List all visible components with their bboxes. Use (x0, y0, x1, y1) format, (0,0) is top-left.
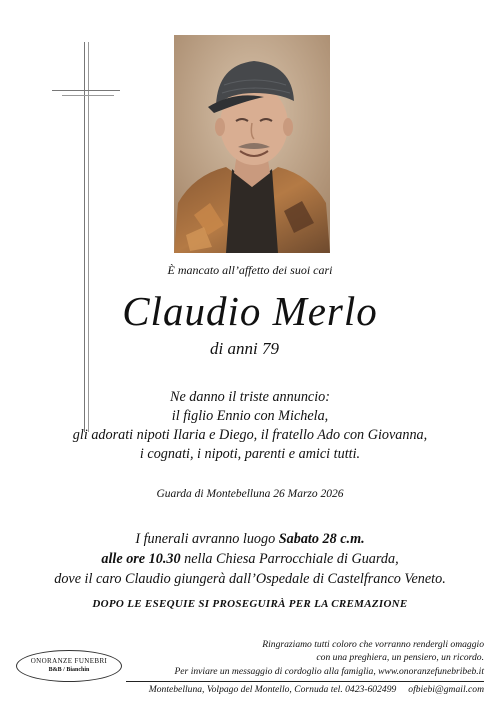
place-date: Guarda di Montebelluna 26 Marzo 2026 (156, 488, 344, 500)
cross-vertical-shadow (88, 42, 89, 432)
deceased-age: di anni 79 (210, 339, 279, 358)
logo-name: ONORANZE FUNEBRI (30, 657, 108, 665)
funeral-intro: I funerali avranno luogo (135, 531, 279, 547)
portrait-photo (174, 35, 330, 253)
cremation-note: DOPO LE ESEQUIE SI PROSEGUIRÀ PER LA CREMAZIONE (92, 598, 408, 610)
thanks-line: Ringraziamo tutti coloro che vorranno rendergli omaggio (262, 639, 484, 650)
funeral-line-1 (0, 529, 500, 549)
thanks-text (184, 638, 484, 664)
footer-divider (126, 681, 484, 682)
funeral-info (0, 529, 500, 589)
funeral-location: nella Chiesa Parrocchiale di Guarda, (180, 551, 399, 567)
funeral-time: alle ore 10.30 (101, 551, 181, 567)
funeral-home-logo (16, 650, 122, 682)
thanks-line: con una preghiera, un pensiero, un ricordo. (316, 652, 484, 663)
funeral-line-2 (0, 549, 500, 569)
portrait-icon (174, 35, 330, 253)
funeral-date: Sabato 28 c.m. (278, 531, 365, 547)
announcement-line: il figlio Ennio con Michela, (171, 408, 329, 424)
funeral-line-3: dove il caro Claudio giungerà dall’Ospedale di Castelfranco Veneto. (54, 571, 446, 587)
announcement-block (0, 388, 500, 464)
announcement-line: Ne danno il triste annuncio: (170, 389, 330, 405)
cross-vertical (84, 42, 85, 432)
contact-info: Montebelluna, Volpago del Montello, Cornuda tel. 0423-602499 ofbiebi@gmail.com (148, 684, 484, 695)
intro-line: È mancato all’affetto dei suoi cari (167, 263, 333, 277)
cross-horizontal-shadow (62, 95, 114, 96)
announcement-line: i cognati, i nipoti, parenti e amici tutti. (139, 446, 361, 462)
announcement-line: gli adorati nipoti Ilaria e Diego, il fratello Ado con Giovanna, (72, 427, 428, 443)
cross-horizontal (52, 90, 120, 91)
logo-subtitle: B&B / Bianchin (48, 667, 90, 673)
condolence-message: Per inviare un messaggio di cordoglio alla famiglia, www.onoranzefunebribeb.it (174, 666, 484, 677)
deceased-name: Claudio Merlo (122, 288, 378, 334)
